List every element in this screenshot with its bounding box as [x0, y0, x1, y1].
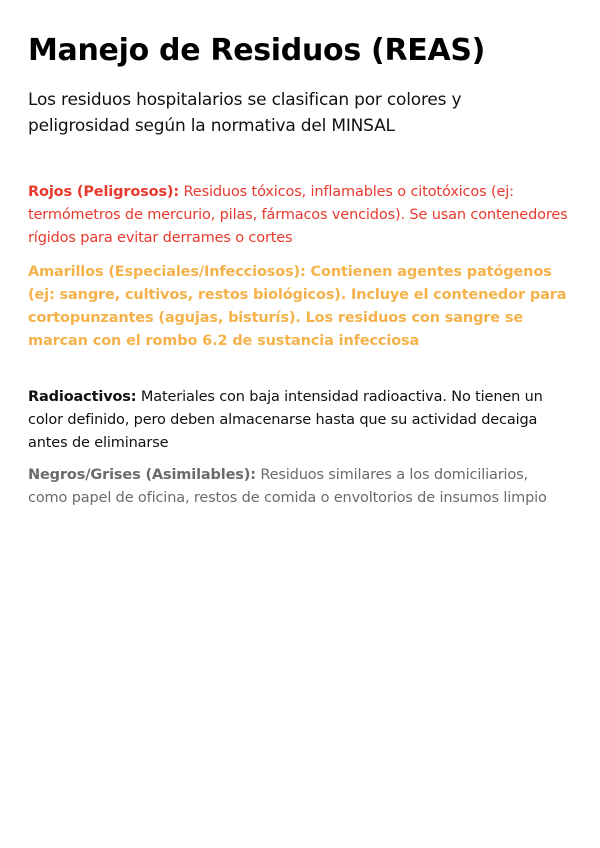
category-radioactive-label: Radioactivos: [28, 389, 137, 405]
category-yellow-label: Amarillos (Especiales/Infecciosos): [28, 264, 306, 280]
category-yellow-paragraph [28, 261, 568, 353]
page-title: Manejo de Residuos (REAS) [28, 33, 486, 68]
category-grey-label: Negros/Grises (Asimilables): [28, 467, 256, 483]
category-radioactive-text: Materiales con baja intensidad radioactiva. No tienen un color definido, pero deben almacenarse hasta que su actividad decaiga antes de eliminarse [28, 389, 543, 451]
category-yellow-text: Contienen agentes patógenos (ej: sangre, cultivos, restos biológicos). Incluye el contenedor para cortopunzantes (agujas, bisturís). Los residuos con sangre se marcan con el rombo 6.2 de sustancia infecciosa [28, 264, 567, 349]
page-subtitle: Los residuos hospitalarios se clasifican por colores y peligrosidad según la normativa del MINSAL [28, 90, 462, 136]
category-red-label: Rojos (Peligrosos): [28, 184, 180, 200]
category-grey-paragraph [28, 464, 568, 510]
category-red-text: Residuos tóxicos, inflamables o citotóxicos (ej: termómetros de mercurio, pilas, fármacos vencidos). Se usan contenedores rígidos para evitar derrames o cortes [28, 184, 568, 246]
category-grey-text: Residuos similares a los domiciliarios, como papel de oficina, restos de comida o envoltorios de insumos limpio [28, 467, 547, 506]
category-radioactive-paragraph [28, 386, 568, 455]
category-red-paragraph [28, 181, 568, 250]
